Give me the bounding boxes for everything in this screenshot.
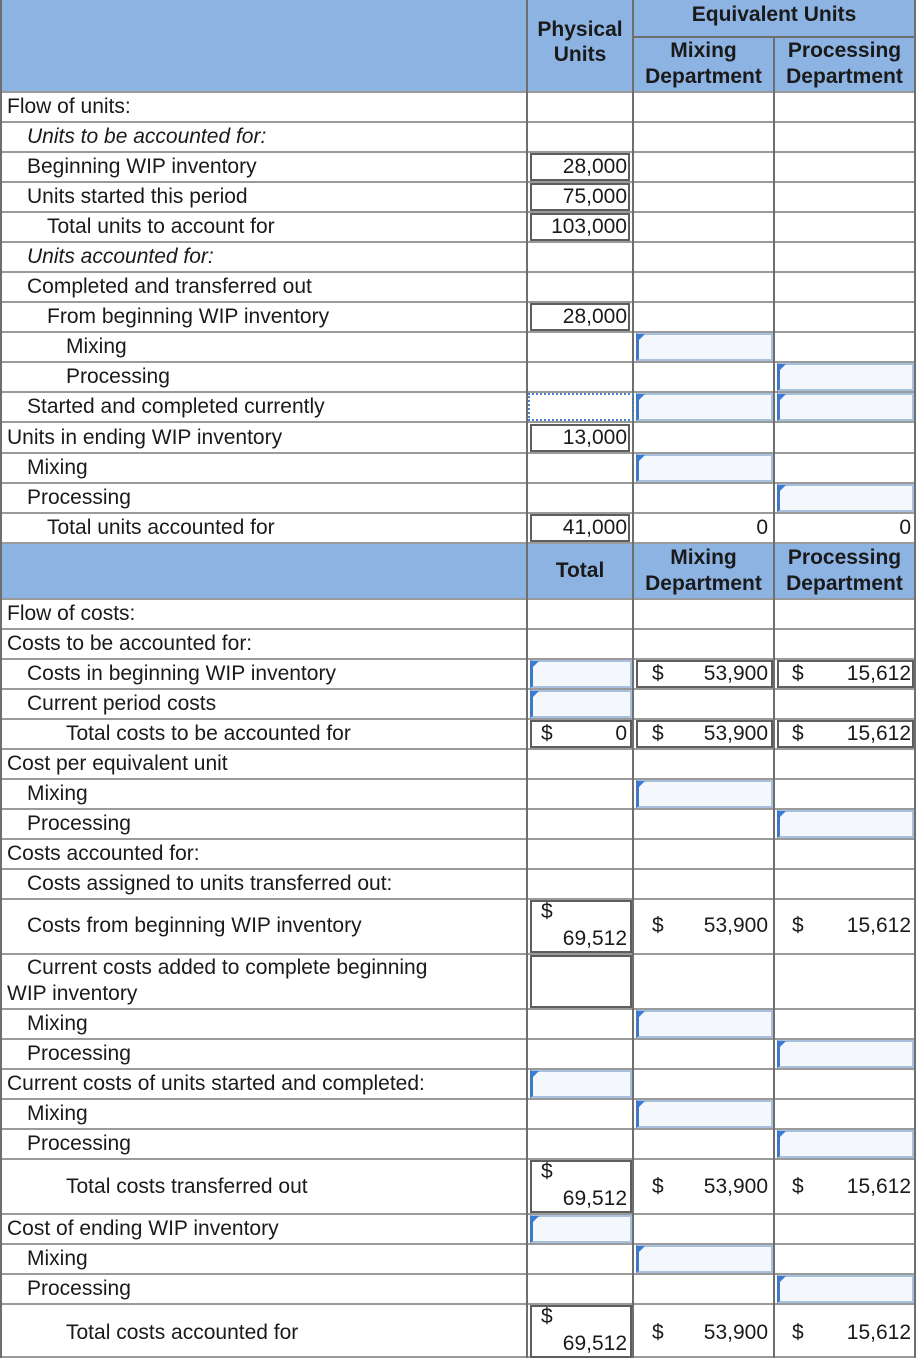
flow-of-costs-label: Flow of costs:: [7, 602, 136, 625]
ending-wip-physical-value: 13,000: [562, 426, 627, 449]
accounted-total-value: 69,512: [562, 1332, 627, 1355]
started-completed-processing-input[interactable]: [777, 393, 914, 421]
costs-assigned-transferred-label: Costs assigned to units transferred out:: [27, 872, 393, 895]
row-divider: [0, 1158, 916, 1160]
currency-symbol: $: [652, 1321, 664, 1344]
ending-wip-label: Units in ending WIP inventory: [7, 426, 283, 449]
total-to-account-physical-value: 103,000: [551, 215, 627, 238]
started-completed-mixing-input[interactable]: [636, 393, 773, 421]
row-divider: [0, 1008, 916, 1010]
row-divider: [0, 748, 916, 750]
row-divider: [0, 838, 916, 840]
currency-symbol: $: [541, 1305, 553, 1328]
from-beginning-wip-physical-value: 28,000: [562, 305, 627, 328]
cost-per-eu-mixing-input[interactable]: [636, 780, 773, 808]
row-divider: [0, 1213, 916, 1215]
processing-label: Processing: [27, 1042, 131, 1065]
from-beginning-total-value: 69,512: [562, 927, 627, 950]
row-divider: [0, 211, 916, 213]
row-divider: [0, 1303, 916, 1305]
currency-symbol: $: [792, 722, 804, 745]
flow-of-units-label: Flow of units:: [7, 95, 131, 118]
row-divider: [0, 778, 916, 780]
column-divider: [773, 38, 775, 1358]
currency-symbol: $: [792, 1321, 804, 1344]
beginning-wip-total-input[interactable]: [530, 660, 632, 688]
accounted-processing-value: 15,612: [846, 1321, 911, 1344]
from-beginning-mixing-input[interactable]: [636, 333, 773, 361]
total-costs-to-account-label: Total costs to be accounted for: [66, 722, 351, 745]
row-divider: [0, 598, 916, 600]
transferred-out-mixing-value: 53,900: [703, 1175, 768, 1198]
transferred-out-processing-value: 15,612: [846, 1175, 911, 1198]
completed-transferred-label: Completed and transferred out: [27, 275, 312, 298]
ending-wip-cost-mixing-input[interactable]: [636, 1245, 773, 1273]
total-to-account-mixing-value: 53,900: [703, 722, 768, 745]
ending-wip-total-input[interactable]: [530, 1215, 632, 1243]
column-divider: [526, 0, 528, 1358]
beginning-wip-label: Beginning WIP inventory: [27, 155, 257, 178]
mixing-label: Mixing: [27, 456, 88, 479]
current-added-processing-input[interactable]: [777, 1040, 914, 1068]
row-divider: [0, 628, 916, 630]
costs-beginning-wip-label: Costs in beginning WIP inventory: [27, 662, 336, 685]
current-costs-started-completed-label: Current costs of units started and completed:: [7, 1072, 425, 1095]
row-divider: [0, 91, 916, 93]
ending-wip-processing-input[interactable]: [777, 484, 914, 512]
currency-symbol: $: [541, 900, 553, 923]
mixing-label: Mixing: [27, 1102, 88, 1125]
row-divider: [0, 868, 916, 870]
transferred-out-total-value: 69,512: [562, 1187, 627, 1210]
total-accounted-processing-value: 0: [899, 516, 911, 539]
currency-symbol: $: [652, 662, 664, 685]
started-completed-physical-input[interactable]: [528, 393, 634, 421]
cost-ending-wip-label: Cost of ending WIP inventory: [7, 1217, 279, 1240]
currency-symbol: $: [792, 662, 804, 685]
started-completed-cost-processing-input[interactable]: [777, 1130, 914, 1158]
row-divider: [0, 181, 916, 183]
row-divider: [0, 898, 916, 900]
processing-label: Processing: [66, 365, 170, 388]
units-started-physical-value: 75,000: [562, 185, 627, 208]
total-units-to-account-label: Total units to account for: [47, 215, 275, 238]
costs-from-beginning-wip-label: Costs from beginning WIP inventory: [27, 914, 362, 937]
cost-per-eu-processing-input[interactable]: [777, 810, 914, 838]
row-divider: [0, 421, 916, 423]
currency-symbol: $: [541, 1160, 553, 1183]
row-divider: [0, 1068, 916, 1070]
costs-accounted-for-label: Costs accounted for:: [7, 842, 200, 865]
total-units-accounted-label: Total units accounted for: [47, 516, 275, 539]
row-divider: [0, 542, 916, 544]
mixing-department-header: Mixing Department: [645, 546, 762, 595]
total-header: Total: [555, 559, 605, 582]
currency-symbol: $: [792, 914, 804, 937]
ending-wip-cost-processing-input[interactable]: [777, 1275, 914, 1303]
total-accounted-physical-value: 41,000: [562, 516, 627, 539]
processing-label: Processing: [27, 1132, 131, 1155]
row-divider: [0, 331, 916, 333]
currency-symbol: $: [652, 1175, 664, 1198]
beginning-wip-physical-value: 28,000: [562, 155, 627, 178]
total-costs-transferred-label: Total costs transferred out: [66, 1175, 308, 1198]
column-divider: [632, 0, 634, 1358]
column-divider: [0, 0, 2, 1358]
row-divider: [0, 688, 916, 690]
beginning-wip-processing-value: 15,612: [846, 662, 911, 685]
from-beginning-processing-value: 15,612: [846, 914, 911, 937]
currency-symbol: $: [541, 722, 553, 745]
current-period-total-input[interactable]: [530, 690, 632, 718]
row-divider: [0, 452, 916, 454]
ending-wip-mixing-input[interactable]: [636, 454, 773, 482]
row-divider: [0, 512, 916, 514]
row-divider: [0, 1098, 916, 1100]
costs-to-be-accounted-label: Costs to be accounted for:: [7, 632, 253, 655]
units-started-label: Units started this period: [27, 185, 248, 208]
beginning-wip-mixing-value: 53,900: [703, 662, 768, 685]
units-accounted-for-label: Units accounted for:: [27, 245, 214, 268]
row-divider: [0, 121, 916, 123]
processing-label: Processing: [27, 1277, 131, 1300]
equivalent-units-header: Equivalent Units: [691, 3, 857, 26]
mixing-label: Mixing: [66, 335, 127, 358]
row-divider: [0, 151, 916, 153]
processing-department-header: Processing Department: [786, 546, 903, 595]
total-to-account-total-value: 0: [615, 722, 627, 745]
row-divider: [0, 301, 916, 303]
currency-symbol: $: [652, 914, 664, 937]
total-costs-accounted-label: Total costs accounted for: [66, 1321, 299, 1344]
row-divider: [0, 1243, 916, 1245]
started-completed-cost-mixing-input[interactable]: [636, 1100, 773, 1128]
currency-symbol: $: [792, 1175, 804, 1198]
from-beginning-processing-input[interactable]: [777, 363, 914, 391]
started-completed-label: Started and completed currently: [27, 395, 325, 418]
from-beginning-wip-label: From beginning WIP inventory: [47, 305, 330, 328]
mixing-label: Mixing: [27, 1012, 88, 1035]
total-to-account-processing-value: 15,612: [846, 722, 911, 745]
units-to-be-accounted-label: Units to be accounted for:: [27, 125, 267, 148]
currency-symbol: $: [652, 722, 664, 745]
total-accounted-mixing-value: 0: [756, 516, 768, 539]
cost-per-equivalent-unit-label: Cost per equivalent unit: [7, 752, 228, 775]
current-costs-added-label-line1: Current costs added to complete beginning: [27, 956, 428, 979]
from-beginning-mixing-value: 53,900: [703, 914, 768, 937]
physical-units-header: Physical Units: [537, 18, 623, 66]
row-divider: [0, 271, 916, 273]
current-period-costs-label: Current period costs: [27, 692, 217, 715]
mixing-label: Mixing: [27, 1247, 88, 1270]
row-divider: [0, 953, 916, 955]
current-costs-added-label-line2: WIP inventory: [7, 982, 138, 1005]
row-divider: [0, 241, 916, 243]
accounted-mixing-value: 53,900: [703, 1321, 768, 1344]
current-added-mixing-input[interactable]: [636, 1010, 773, 1038]
current-costs-added-total-box: [530, 955, 632, 1008]
processing-label: Processing: [27, 486, 131, 509]
processing-label: Processing: [27, 812, 131, 835]
mixing-department-header: Mixing Department: [645, 39, 762, 88]
started-completed-total-input[interactable]: [530, 1070, 632, 1098]
processing-department-header: Processing Department: [786, 39, 903, 88]
mixing-label: Mixing: [27, 782, 88, 805]
